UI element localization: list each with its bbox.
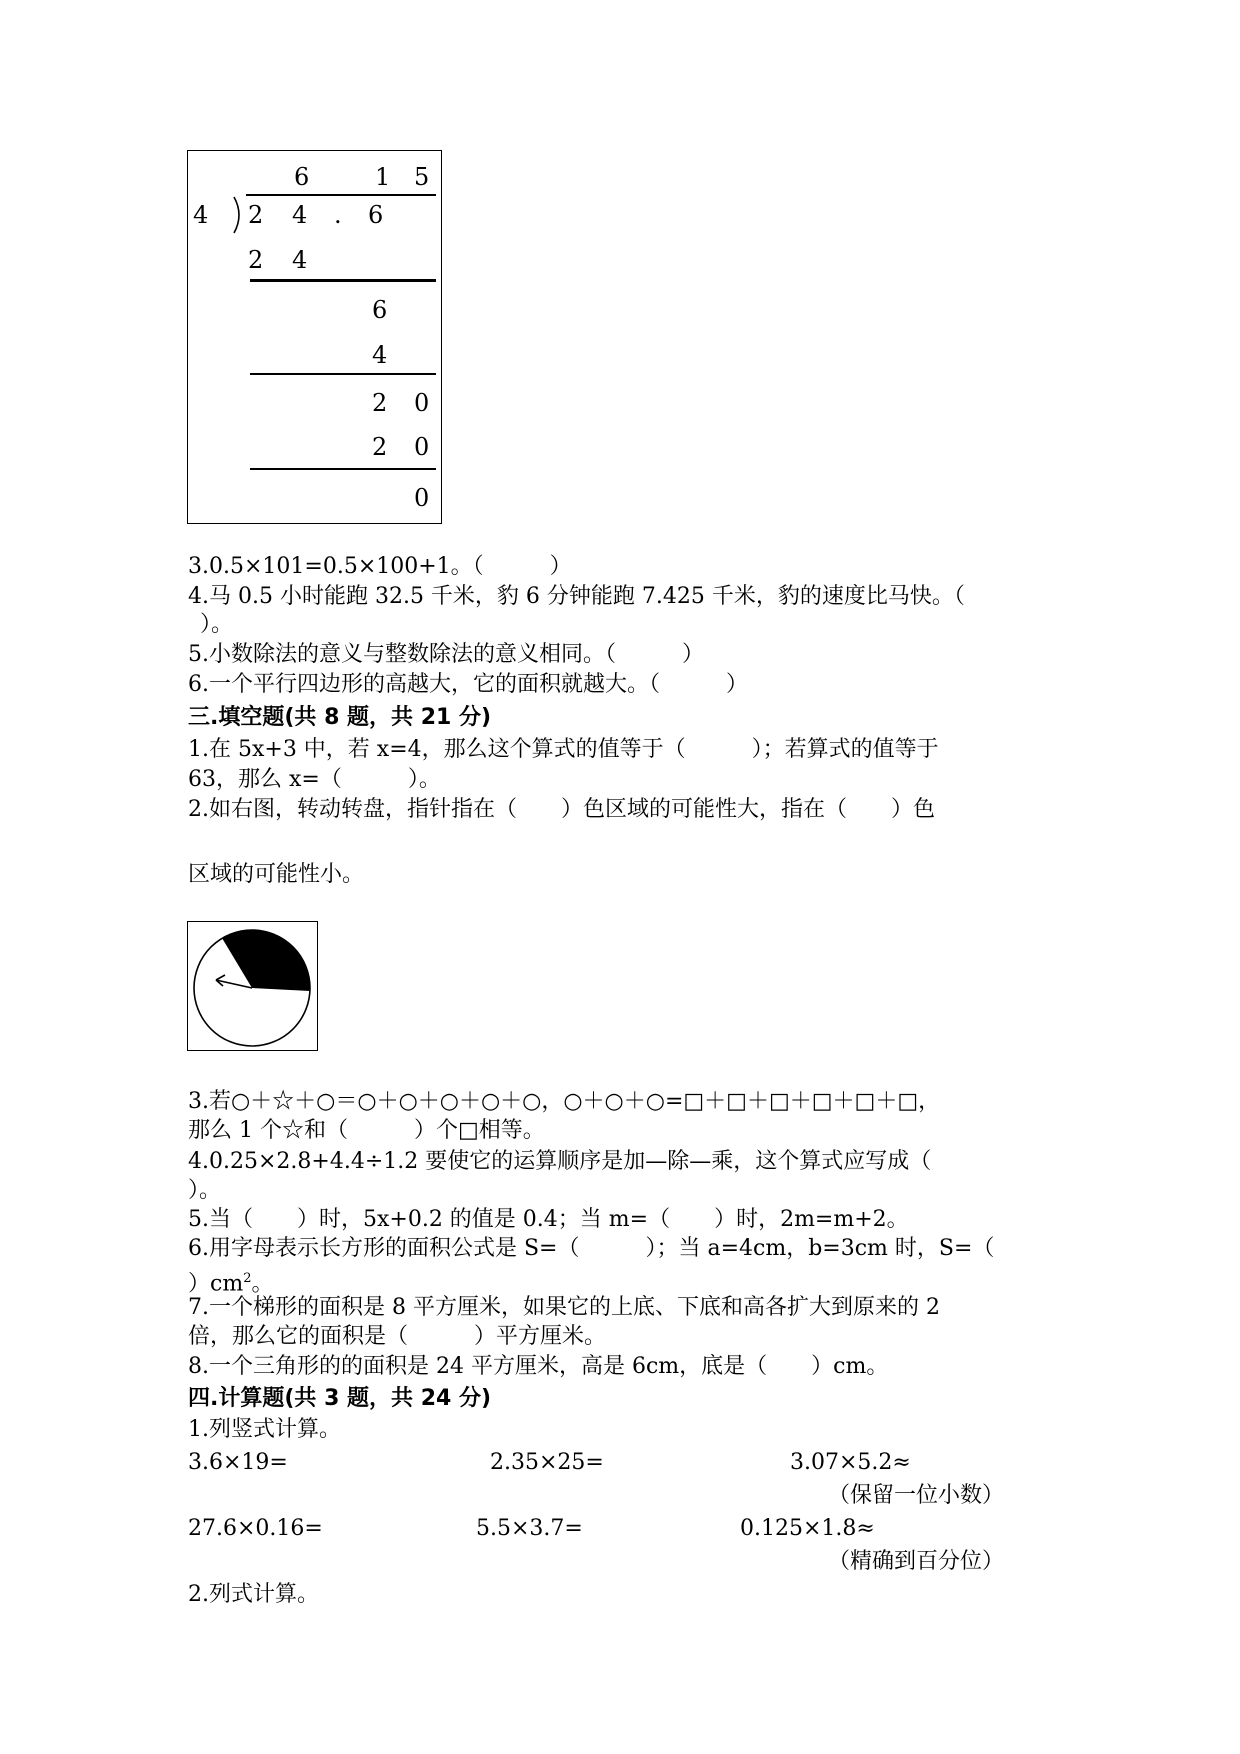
calc-note: （精确到百分位） <box>828 1549 1005 1574</box>
dividend-digit: 6 <box>368 201 384 229</box>
fill-q7-cont: 倍，那么它的面积是（ ）平方厘米。 <box>188 1324 607 1349</box>
judge-q6: 6.一个平行四边形的高越大，它的面积就越大。（ ） <box>188 672 748 697</box>
spinner-figure <box>187 921 318 1051</box>
fill-q6-end: 。 <box>251 1271 274 1297</box>
division-rule <box>250 468 436 470</box>
fill-q8: 8.一个三角形的的面积是 24 平方厘米，高是 6cm，底是（ ）cm。 <box>188 1354 889 1379</box>
division-rule <box>250 373 436 375</box>
division-top-rule <box>246 194 436 196</box>
step-digit: 6 <box>372 296 388 324</box>
division-bracket <box>232 195 246 235</box>
quotient-digit: 1 <box>375 163 391 191</box>
fill-q6: 6.用字母表示长方形的面积公式是 S=（ ）；当 a=4cm，b=3cm 时，S=（ <box>188 1236 995 1261</box>
step-digit: 2 <box>372 389 388 417</box>
fill-q1: 1.在 5x+3 中，若 x=4，那么这个算式的值等于（ ）；若算式的值等于 <box>188 737 939 762</box>
fill-q1-cont: 63，那么 x=（ ）。 <box>188 767 441 792</box>
calc-item: 27.6×0.16= <box>188 1516 323 1541</box>
spinner-dial <box>188 922 317 1050</box>
calc-item: 2.35×25= <box>490 1450 604 1475</box>
calc-q2: 2.列式计算。 <box>188 1582 319 1607</box>
calc-item: 3.6×19= <box>188 1450 288 1475</box>
fill-q3-cont: 那么 1 个☆和（ ）个□相等。 <box>188 1118 545 1143</box>
calc-item: 0.125×1.8≈ <box>740 1516 875 1541</box>
fill-q4: 4.0.25×2.8+4.4÷1.2 要使它的运算顺序是加—除—乘，这个算式应写成（ <box>188 1149 932 1174</box>
fill-q3: 3.若○＋☆＋○＝○＋○＋○＋○＋○，○＋○＋○=□＋□＋□＋□＋□＋□， <box>188 1089 941 1114</box>
step-digit: 2 <box>372 433 388 461</box>
step-digit: 0 <box>414 433 430 461</box>
fill-q4-cont: ）。 <box>188 1178 222 1203</box>
division-rule <box>250 279 436 282</box>
fill-q6-exponent: 2 <box>243 1271 252 1286</box>
fill-q6-unit: ）cm <box>188 1271 244 1297</box>
step-digit: 4 <box>372 341 388 369</box>
section-heading-fill: 三.填空题(共 8 题，共 21 分) <box>188 705 492 730</box>
calc-q1: 1.列竖式计算。 <box>188 1417 341 1442</box>
calc-note: （保留一位小数） <box>828 1483 1005 1508</box>
divisor: 4 <box>193 201 209 229</box>
dividend-point: . <box>334 201 342 229</box>
dividend-digit: 4 <box>292 201 308 229</box>
remainder-digit: 0 <box>414 484 430 512</box>
judge-q3: 3.0.5×101=0.5×100+1。（ ） <box>188 554 572 579</box>
quotient-digit: 5 <box>414 163 430 191</box>
fill-q2: 2.如右图，转动转盘，指针指在（ ）色区域的可能性大，指在（ ）色 <box>188 797 935 822</box>
judge-q4: 4.马 0.5 小时能跑 32.5 千米，豹 6 分钟能跑 7.425 千米，豹的速度比马快。（ <box>188 584 965 609</box>
step-digit: 2 <box>248 246 264 274</box>
long-division-figure <box>187 150 442 524</box>
calc-item: 5.5×3.7= <box>476 1516 583 1541</box>
fill-q2-cont: 区域的可能性小。 <box>188 862 365 887</box>
quotient-digit: 6 <box>294 163 310 191</box>
calc-item: 3.07×5.2≈ <box>790 1450 911 1475</box>
step-digit: 0 <box>414 389 430 417</box>
fill-q5: 5.当（ ）时，5x+0.2 的值是 0.4；当 m=（ ）时，2m=m+2。 <box>188 1207 909 1232</box>
step-digit: 4 <box>292 246 308 274</box>
judge-q5: 5.小数除法的意义与整数除法的意义相同。（ ） <box>188 642 704 667</box>
section-heading-calc: 四.计算题(共 3 题，共 24 分) <box>188 1386 492 1411</box>
fill-q7: 7.一个梯形的面积是 8 平方厘米，如果它的上底、下底和高各扩大到原来的 2 <box>188 1295 940 1320</box>
judge-q4-cont: ）。 <box>200 612 234 637</box>
dividend-digit: 2 <box>248 201 264 229</box>
